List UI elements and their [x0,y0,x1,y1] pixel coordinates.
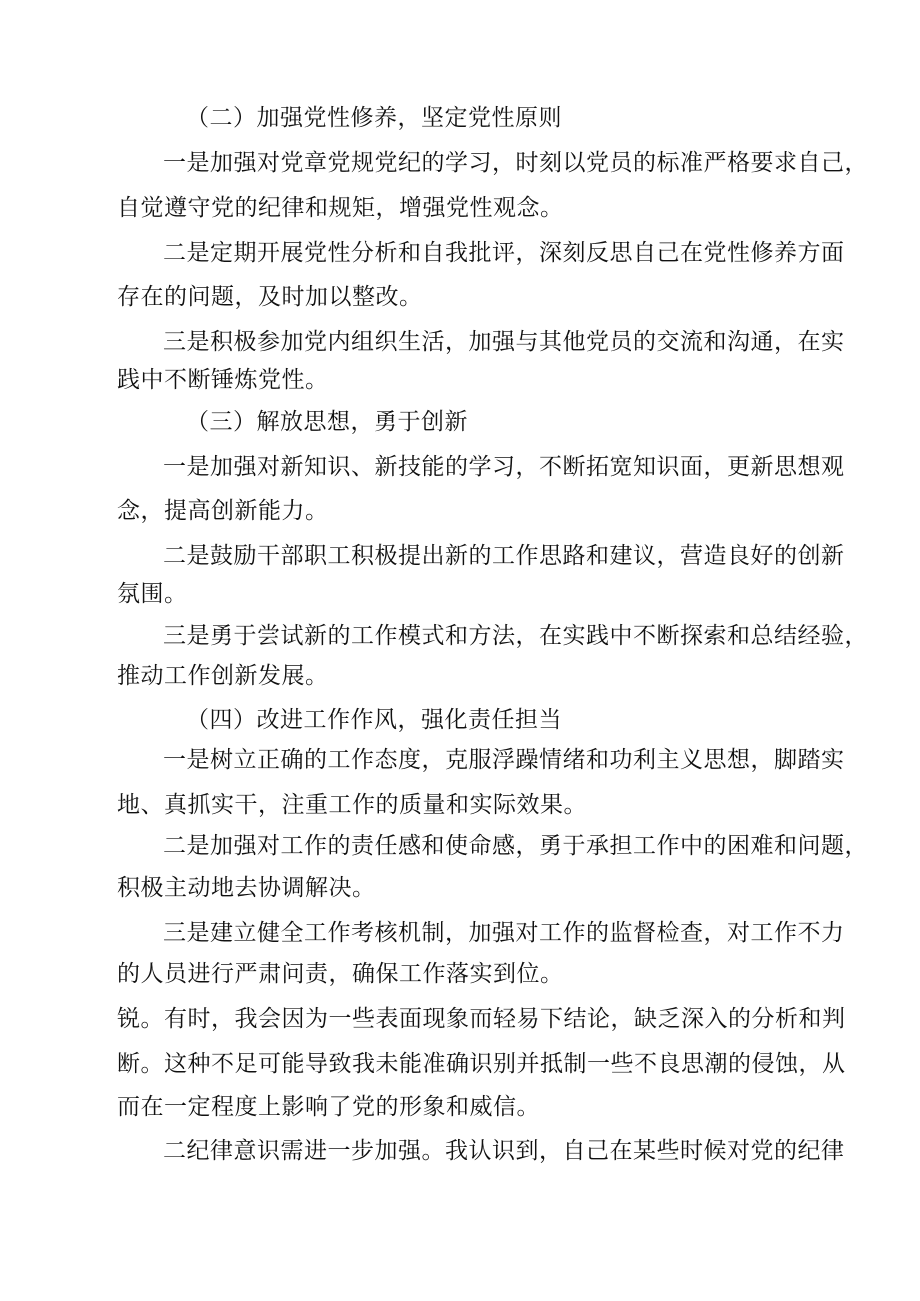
paragraph-line: 地、真抓实干，注重工作的质量和实际效果。 [117,792,587,818]
paragraph-line: 自觉遵守党的纪律和规矩，增强党性观念。 [117,195,564,221]
paragraph-line: 二是加强对工作的责任感和使命感，勇于承担工作中的困难和问题， [163,833,868,859]
paragraph-line: 践中不断锤炼党性。 [117,367,329,393]
paragraph-line: 念，提高创新能力。 [117,498,329,524]
paragraph-line: 断。这种不足可能导致我未能准确识别并抵制一些不良思潮的侵蚀，从 [117,1051,846,1077]
paragraph-line: 三是建立健全工作考核机制，加强对工作的监督检查，对工作不力 [163,920,845,946]
paragraph-line: 推动工作创新发展。 [117,663,329,689]
paragraph-line: 的人员进行严肃问责，确保工作落实到位。 [117,961,564,987]
section-heading-3: （三）解放思想，勇于创新 [186,409,468,435]
paragraph-line: 氛围。 [117,581,188,607]
paragraph-line: 而在一定程度上影响了党的形象和威信。 [117,1094,540,1120]
paragraph-line: 三是积极参加党内组织生活，加强与其他党员的交流和沟通，在实 [163,329,845,355]
paragraph-line: 存在的问题，及时加以整改。 [117,284,423,310]
paragraph-line: 积极主动地去协调解决。 [117,875,376,901]
paragraph-line: 二是定期开展党性分析和自我批评，深刻反思自己在党性修养方面 [163,240,845,266]
paragraph-line: 二是鼓励干部职工积极提出新的工作思路和建议，营造良好的创新 [163,543,845,569]
paragraph-line: 一是加强对党章党规党纪的学习，时刻以党员的标准严格要求自己， [163,150,868,176]
paragraph-line: 一是树立正确的工作态度，克服浮躁情绪和功利主义思想，脚踏实 [163,747,845,773]
section-heading-2: （二）加强党性修养，坚定党性原则 [186,105,562,131]
paragraph-line: 三是勇于尝试新的工作模式和方法，在实践中不断探索和总结经验， [163,623,868,649]
paragraph-line: 一是加强对新知识、新技能的学习，不断拓宽知识面，更新思想观 [163,454,845,480]
paragraph-line: 二纪律意识需进一步加强。我认识到，自己在某些时候对党的纪律 [163,1138,845,1164]
paragraph-line: 锐。有时，我会因为一些表面现象而轻易下结论，缺乏深入的分析和判 [117,1006,846,1032]
section-heading-4: （四）改进工作作风，强化责任担当 [186,707,562,733]
